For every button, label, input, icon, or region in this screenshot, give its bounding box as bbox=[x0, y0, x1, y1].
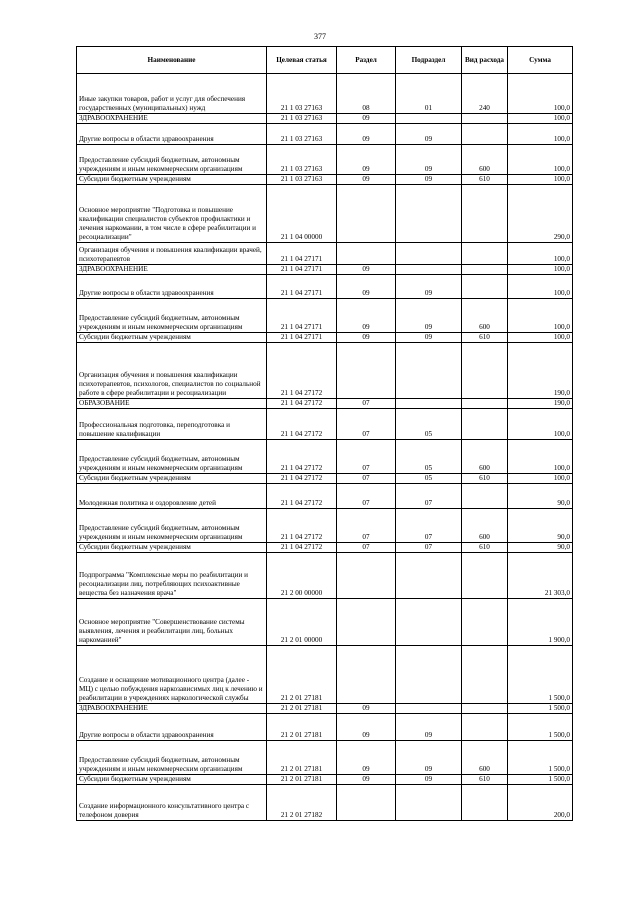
cell-code: 21 1 03 27163 bbox=[267, 124, 337, 145]
cell-subsection bbox=[396, 343, 462, 399]
cell-name: ЗДРАВООХРАНЕНИЕ bbox=[77, 265, 267, 275]
cell-sum: 190,0 bbox=[508, 343, 573, 399]
cell-sum: 1 500,0 bbox=[508, 714, 573, 741]
cell-subsection: 07 bbox=[396, 484, 462, 509]
cell-code: 21 1 03 27163 bbox=[267, 175, 337, 185]
cell-sum: 21 303,0 bbox=[508, 553, 573, 599]
cell-code: 21 1 03 27163 bbox=[267, 114, 337, 124]
table-row bbox=[77, 409, 573, 440]
cell-code: 21 1 04 27172 bbox=[267, 399, 337, 409]
cell-sum: 90,0 bbox=[508, 484, 573, 509]
cell-type: 600 bbox=[462, 509, 508, 543]
cell-sum: 200,0 bbox=[508, 785, 573, 821]
cell-name: Субсидии бюджетным учреждениям bbox=[77, 175, 267, 185]
cell-sum: 100,0 bbox=[508, 299, 573, 333]
cell-subsection bbox=[396, 785, 462, 821]
cell-sum: 100,0 bbox=[508, 265, 573, 275]
cell-subsection: 09 bbox=[396, 124, 462, 145]
cell-name: Субсидии бюджетным учреждениям bbox=[77, 333, 267, 343]
cell-sum: 100,0 bbox=[508, 474, 573, 484]
cell-subsection bbox=[396, 599, 462, 646]
cell-name: Предоставление субсидий бюджетным, автономным учреждениям и иным некоммерческим организациям bbox=[77, 145, 267, 175]
cell-type: 600 bbox=[462, 440, 508, 474]
table-header-row bbox=[77, 47, 573, 74]
cell-code: 21 2 00 00000 bbox=[267, 553, 337, 599]
cell-name: Создание информационного консультативного центра с телефоном доверия bbox=[77, 785, 267, 821]
cell-name: Субсидии бюджетным учреждениям bbox=[77, 775, 267, 785]
cell-section bbox=[337, 599, 396, 646]
table-row bbox=[77, 343, 573, 399]
cell-type bbox=[462, 704, 508, 714]
cell-type bbox=[462, 114, 508, 124]
cell-section: 07 bbox=[337, 474, 396, 484]
cell-type bbox=[462, 243, 508, 265]
cell-code: 21 1 04 27171 bbox=[267, 243, 337, 265]
cell-subsection: 07 bbox=[396, 509, 462, 543]
cell-name: Субсидии бюджетным учреждениям bbox=[77, 543, 267, 553]
cell-subsection bbox=[396, 704, 462, 714]
cell-section bbox=[337, 646, 396, 704]
table-row bbox=[77, 714, 573, 741]
cell-type: 610 bbox=[462, 543, 508, 553]
cell-section: 09 bbox=[337, 175, 396, 185]
cell-name: Молодежная политика и оздоровление детей bbox=[77, 484, 267, 509]
header-type: Вид расхода bbox=[462, 47, 508, 74]
cell-code: 21 2 01 27181 bbox=[267, 775, 337, 785]
cell-sum: 100,0 bbox=[508, 145, 573, 175]
header-sum: Сумма bbox=[508, 47, 573, 74]
cell-subsection: 09 bbox=[396, 299, 462, 333]
cell-section bbox=[337, 185, 396, 243]
cell-section: 09 bbox=[337, 275, 396, 299]
cell-sum: 100,0 bbox=[508, 243, 573, 265]
cell-code: 21 2 01 27181 bbox=[267, 646, 337, 704]
cell-subsection: 09 bbox=[396, 741, 462, 775]
cell-sum: 100,0 bbox=[508, 440, 573, 474]
table-row bbox=[77, 275, 573, 299]
table-row bbox=[77, 299, 573, 333]
cell-name: Предоставление субсидий бюджетным, автономным учреждениям и иным некоммерческим организациям bbox=[77, 299, 267, 333]
cell-sum: 90,0 bbox=[508, 509, 573, 543]
table-row bbox=[77, 333, 573, 343]
table-row bbox=[77, 185, 573, 243]
cell-subsection: 01 bbox=[396, 74, 462, 114]
cell-name: Предоставление субсидий бюджетным, автономным учреждениям и иным некоммерческим организациям bbox=[77, 440, 267, 474]
table-row bbox=[77, 646, 573, 704]
cell-section: 07 bbox=[337, 440, 396, 474]
cell-name: Профессиональная подготовка, переподготовка и повышение квалификации bbox=[77, 409, 267, 440]
cell-sum: 1 500,0 bbox=[508, 741, 573, 775]
cell-code: 21 2 01 27182 bbox=[267, 785, 337, 821]
cell-name: Основное мероприятие "Совершенствование системы выявления, лечения и реабилитации лиц, больных наркоманией" bbox=[77, 599, 267, 646]
cell-code: 21 1 04 27171 bbox=[267, 333, 337, 343]
cell-section: 07 bbox=[337, 409, 396, 440]
cell-section bbox=[337, 343, 396, 399]
cell-sum: 100,0 bbox=[508, 333, 573, 343]
cell-name: Другие вопросы в области здравоохранения bbox=[77, 124, 267, 145]
cell-section: 09 bbox=[337, 299, 396, 333]
cell-code: 21 1 04 27172 bbox=[267, 509, 337, 543]
table-row bbox=[77, 243, 573, 265]
table-row bbox=[77, 114, 573, 124]
cell-code: 21 2 01 27181 bbox=[267, 741, 337, 775]
cell-name: Подпрограмма "Комплексные меры по реабилитации и ресоциализации лиц, потребляющих психоактивные вещества без назначения врача" bbox=[77, 553, 267, 599]
cell-subsection: 09 bbox=[396, 145, 462, 175]
cell-subsection: 07 bbox=[396, 543, 462, 553]
cell-code: 21 1 04 27171 bbox=[267, 275, 337, 299]
cell-type: 600 bbox=[462, 741, 508, 775]
cell-subsection: 05 bbox=[396, 474, 462, 484]
cell-name: Организация обучения и повышения квалификации врачей, психотерапевтов bbox=[77, 243, 267, 265]
cell-name: Создание и оснащение мотивационного центра (далее - МЦ) с целью побуждения наркозависимых лиц к лечению и реабилитации в учреждениях наркологической службы bbox=[77, 646, 267, 704]
cell-code: 21 1 04 00000 bbox=[267, 185, 337, 243]
header-subsection: Подраздел bbox=[396, 47, 462, 74]
cell-code: 21 1 04 27172 bbox=[267, 543, 337, 553]
cell-name: Предоставление субсидий бюджетным, автономным учреждениям и иным некоммерческим организациям bbox=[77, 741, 267, 775]
table-row bbox=[77, 599, 573, 646]
cell-type: 240 bbox=[462, 74, 508, 114]
table-row bbox=[77, 145, 573, 175]
cell-code: 21 2 01 27181 bbox=[267, 704, 337, 714]
cell-code: 21 1 03 27163 bbox=[267, 145, 337, 175]
cell-type bbox=[462, 599, 508, 646]
cell-type bbox=[462, 343, 508, 399]
cell-subsection bbox=[396, 185, 462, 243]
cell-type bbox=[462, 714, 508, 741]
cell-code: 21 2 01 00000 bbox=[267, 599, 337, 646]
cell-sum: 100,0 bbox=[508, 275, 573, 299]
cell-section: 09 bbox=[337, 704, 396, 714]
cell-sum: 1 500,0 bbox=[508, 704, 573, 714]
cell-subsection: 09 bbox=[396, 775, 462, 785]
cell-section: 09 bbox=[337, 333, 396, 343]
table-row bbox=[77, 175, 573, 185]
cell-section bbox=[337, 785, 396, 821]
cell-section: 09 bbox=[337, 114, 396, 124]
cell-subsection bbox=[396, 646, 462, 704]
cell-code: 21 1 04 27172 bbox=[267, 440, 337, 474]
cell-section: 07 bbox=[337, 509, 396, 543]
table-row bbox=[77, 741, 573, 775]
cell-subsection bbox=[396, 243, 462, 265]
cell-code: 21 1 04 27172 bbox=[267, 343, 337, 399]
cell-type bbox=[462, 185, 508, 243]
table-body bbox=[77, 74, 573, 821]
table-row bbox=[77, 484, 573, 509]
cell-name: ЗДРАВООХРАНЕНИЕ bbox=[77, 114, 267, 124]
cell-subsection: 05 bbox=[396, 409, 462, 440]
cell-subsection: 09 bbox=[396, 175, 462, 185]
cell-section: 09 bbox=[337, 265, 396, 275]
table-row bbox=[77, 440, 573, 474]
cell-code: 21 1 04 27172 bbox=[267, 484, 337, 509]
cell-type bbox=[462, 646, 508, 704]
cell-sum: 1 500,0 bbox=[508, 775, 573, 785]
cell-type bbox=[462, 409, 508, 440]
table-row bbox=[77, 553, 573, 599]
table-row bbox=[77, 785, 573, 821]
table-row bbox=[77, 124, 573, 145]
cell-name: Иные закупки товаров, работ и услуг для обеспечения государственных (муниципальных) нужд bbox=[77, 74, 267, 114]
table-row bbox=[77, 399, 573, 409]
cell-subsection: 05 bbox=[396, 440, 462, 474]
cell-section: 08 bbox=[337, 74, 396, 114]
cell-type: 610 bbox=[462, 474, 508, 484]
cell-name: Другие вопросы в области здравоохранения bbox=[77, 275, 267, 299]
cell-subsection bbox=[396, 265, 462, 275]
cell-type bbox=[462, 275, 508, 299]
cell-name: Организация обучения и повышения квалификации психотерапевтов, психологов, специалистов по социальной работе в сфере реабилитации и ресоциализации bbox=[77, 343, 267, 399]
cell-section: 09 bbox=[337, 124, 396, 145]
cell-name: Основное мероприятие "Подготовка и повышение квалификации специалистов субъектов профилактики и лечения наркомании, в том числе в сфере реабилитации и ресоциализации" bbox=[77, 185, 267, 243]
cell-type bbox=[462, 785, 508, 821]
cell-type: 610 bbox=[462, 175, 508, 185]
cell-type: 610 bbox=[462, 775, 508, 785]
cell-type bbox=[462, 484, 508, 509]
cell-type bbox=[462, 553, 508, 599]
cell-section bbox=[337, 553, 396, 599]
cell-section: 09 bbox=[337, 714, 396, 741]
cell-type bbox=[462, 399, 508, 409]
cell-sum: 1 900,0 bbox=[508, 599, 573, 646]
cell-name: Предоставление субсидий бюджетным, автономным учреждениям и иным некоммерческим организациям bbox=[77, 509, 267, 543]
cell-sum: 100,0 bbox=[508, 409, 573, 440]
cell-sum: 290,0 bbox=[508, 185, 573, 243]
cell-section bbox=[337, 243, 396, 265]
table-row bbox=[77, 265, 573, 275]
cell-type: 600 bbox=[462, 145, 508, 175]
cell-subsection: 09 bbox=[396, 275, 462, 299]
table-row bbox=[77, 474, 573, 484]
cell-name: ЗДРАВООХРАНЕНИЕ bbox=[77, 704, 267, 714]
header-code: Целевая статья bbox=[267, 47, 337, 74]
cell-code: 21 1 04 27172 bbox=[267, 474, 337, 484]
cell-section: 09 bbox=[337, 145, 396, 175]
table-row bbox=[77, 775, 573, 785]
cell-section: 07 bbox=[337, 543, 396, 553]
cell-section: 09 bbox=[337, 775, 396, 785]
cell-code: 21 1 04 27171 bbox=[267, 299, 337, 333]
page-number: 377 bbox=[314, 32, 326, 41]
cell-name: Субсидии бюджетным учреждениям bbox=[77, 474, 267, 484]
cell-type: 610 bbox=[462, 333, 508, 343]
table-row bbox=[77, 543, 573, 553]
cell-code: 21 1 04 27171 bbox=[267, 265, 337, 275]
cell-sum: 1 500,0 bbox=[508, 646, 573, 704]
cell-sum: 100,0 bbox=[508, 124, 573, 145]
cell-type bbox=[462, 124, 508, 145]
cell-code: 21 2 01 27181 bbox=[267, 714, 337, 741]
cell-type bbox=[462, 265, 508, 275]
cell-section: 07 bbox=[337, 484, 396, 509]
cell-code: 21 1 04 27172 bbox=[267, 409, 337, 440]
cell-section: 07 bbox=[337, 399, 396, 409]
table-row bbox=[77, 74, 573, 114]
table-row bbox=[77, 509, 573, 543]
cell-section: 09 bbox=[337, 741, 396, 775]
cell-type: 600 bbox=[462, 299, 508, 333]
cell-name: Другие вопросы в области здравоохранения bbox=[77, 714, 267, 741]
cell-sum: 100,0 bbox=[508, 175, 573, 185]
cell-sum: 100,0 bbox=[508, 114, 573, 124]
cell-subsection bbox=[396, 114, 462, 124]
cell-sum: 190,0 bbox=[508, 399, 573, 409]
cell-sum: 100,0 bbox=[508, 74, 573, 114]
cell-subsection bbox=[396, 553, 462, 599]
cell-code: 21 1 03 27163 bbox=[267, 74, 337, 114]
header-name: Наименование bbox=[77, 47, 267, 74]
table-row bbox=[77, 704, 573, 714]
budget-table bbox=[76, 46, 573, 821]
cell-subsection bbox=[396, 399, 462, 409]
cell-name: ОБРАЗОВАНИЕ bbox=[77, 399, 267, 409]
header-section: Раздел bbox=[337, 47, 396, 74]
cell-subsection: 09 bbox=[396, 714, 462, 741]
cell-sum: 90,0 bbox=[508, 543, 573, 553]
cell-subsection: 09 bbox=[396, 333, 462, 343]
